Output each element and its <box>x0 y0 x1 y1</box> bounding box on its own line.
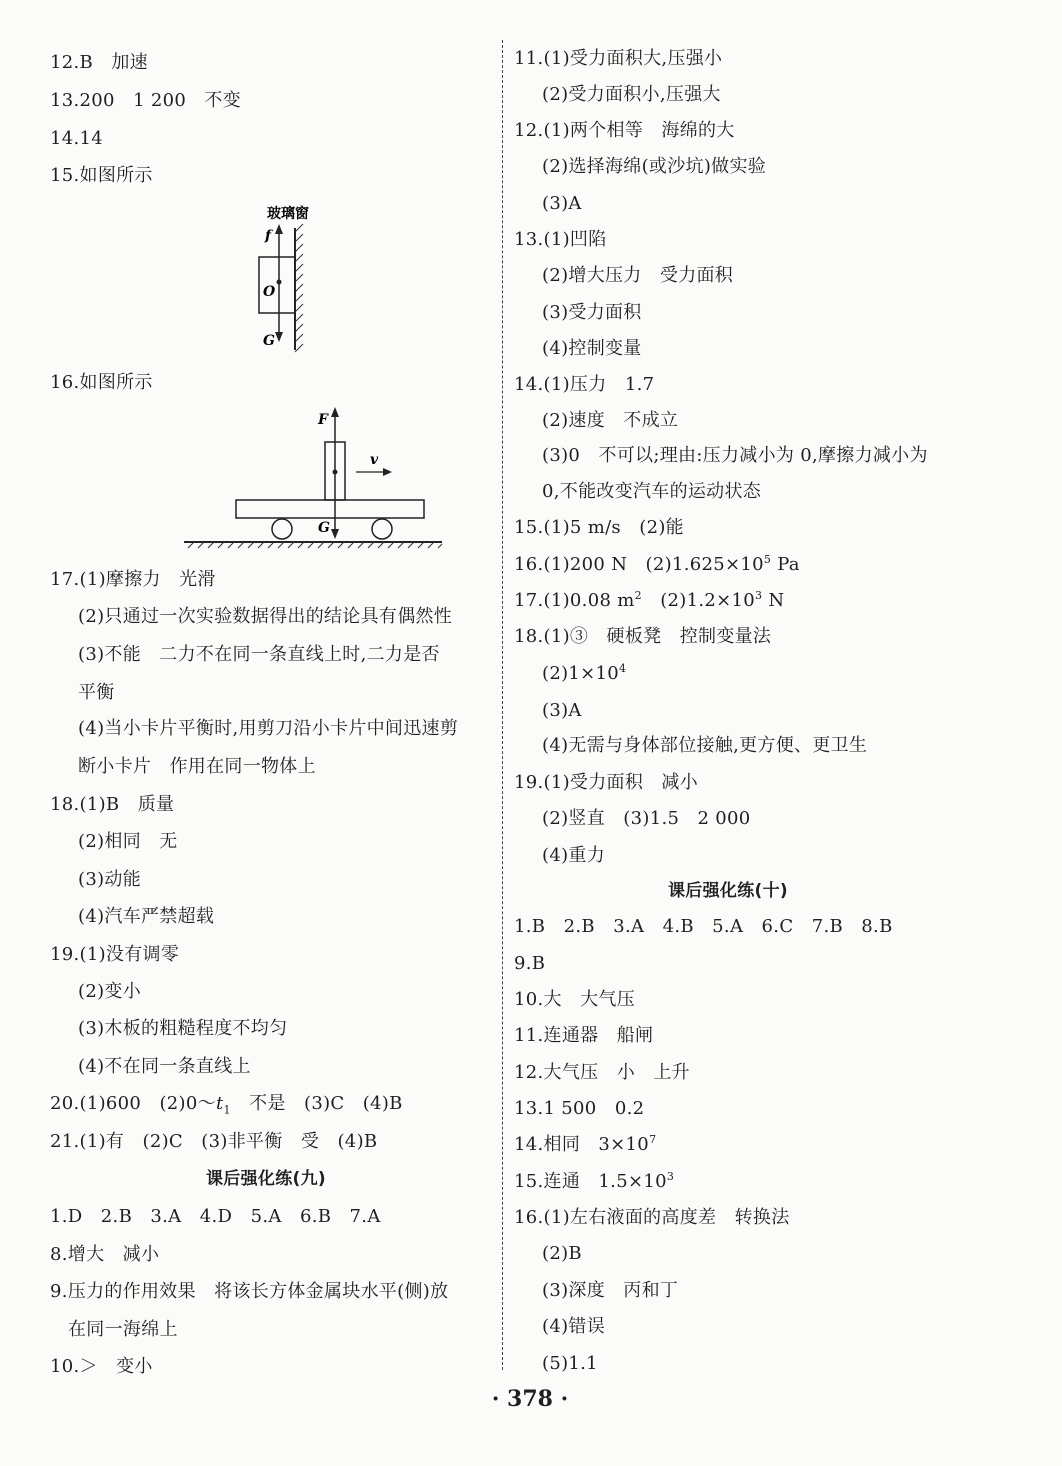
answer-line: 10.大 大气压 <box>514 989 636 1010</box>
velocity-v-label: v <box>370 452 379 468</box>
answer-line: (4)当小卡片平衡时,用剪刀沿小卡片中间迅速剪 <box>78 718 459 739</box>
answer-line: (3)0 不可以;理由:压力减小为 0,摩擦力减小为 <box>542 445 928 466</box>
answer-line: 12.大气压 小 上升 <box>514 1062 690 1083</box>
answer-line: 9.B <box>514 953 546 974</box>
answer-line: (2)只通过一次实验数据得出的结论具有偶然性 <box>78 606 453 627</box>
force-g-label: G <box>263 333 275 349</box>
answer-line: 平衡 <box>78 682 115 703</box>
answer-line: 16.(1)200 N $(2)1.625\times 10^5$ Pa <box>514 553 800 575</box>
answer-line: (2)增大压力 受力面积 <box>542 265 734 286</box>
page-number: · 378 · <box>491 1386 569 1412</box>
answer-line: (4)错误 <box>542 1316 605 1337</box>
answer-line: 17.(1)0.08 $m^2$ $(2)1.2\times 10^3$ N <box>514 589 785 611</box>
answer-line: 17.(1)摩擦力 光滑 <box>50 569 216 590</box>
answer-line: (3)深度 丙和丁 <box>542 1280 679 1301</box>
answer-line: (3)木板的粗糙程度不均匀 <box>78 1018 288 1039</box>
answer-line: 14.14 <box>50 128 104 149</box>
answer-line: 15.连通 $1.5\times 10^3$ <box>514 1170 675 1192</box>
answer-line: 21.(1)有 (2)C (3)非平衡 受 (4)B <box>50 1131 378 1152</box>
answer-line: 1.B 2.B 3.A 4.B 5.A 6.C 7.B 8.B <box>514 916 893 937</box>
answer-line: (3)A <box>542 700 582 721</box>
answer-line: 在同一海绵上 <box>68 1319 178 1340</box>
answer-line: 9.压力的作用效果 将该长方体金属块水平(侧)放 <box>50 1281 449 1302</box>
cart-wheel <box>272 519 292 539</box>
answer-line: 14.(1)压力 1.7 <box>514 374 655 395</box>
section-heading: 课后强化练(九) <box>206 1169 326 1189</box>
figure-15-title: 玻璃窗 <box>267 206 309 222</box>
answer-line: 10.＞ 变小 <box>50 1356 153 1377</box>
answer-line: (4)不在同一条直线上 <box>78 1056 251 1077</box>
answer-line: 12.(1)两个相等 海绵的大 <box>514 120 735 141</box>
answer-line: 12.B 加速 <box>50 52 148 73</box>
answer-line: (2)变小 <box>78 981 141 1002</box>
answer-line: (3)受力面积 <box>542 302 642 323</box>
answer-line: (2)速度 不成立 <box>542 410 679 431</box>
column-divider <box>502 40 503 1370</box>
answer-line: (3)A <box>542 193 582 214</box>
answer-line: (5)1.1 <box>542 1353 598 1374</box>
answer-line: (4)汽车严禁超载 <box>78 906 215 927</box>
answer-line: (4)重力 <box>542 845 605 866</box>
cart-board <box>236 500 424 518</box>
answer-line: 8.增大 减小 <box>50 1244 160 1265</box>
answer-line: 13.(1)凹陷 <box>514 229 607 250</box>
point-o-label: O <box>263 284 276 300</box>
answer-line: 1.D 2.B 3.A 4.D 5.A 6.B 7.A <box>50 1206 381 1227</box>
answer-line: 11.连通器 船闸 <box>514 1025 654 1046</box>
answer-line: 11.(1)受力面积大,压强小 <box>514 48 723 69</box>
answer-line: 18.(1)③ 硬板凳 控制变量法 <box>514 626 772 647</box>
answer-line: 20.(1)600 $(2)0\sim t_1$ 不是 (3)C (4)B <box>50 1093 403 1117</box>
answer-line: 15.如图所示 <box>50 165 153 186</box>
answer-line: (2)相同 无 <box>78 831 178 852</box>
answer-line: (3)不能 二力不在同一条直线上时,二力是否 <box>78 644 440 665</box>
answer-line: $(2)1\times 10^4$ <box>542 662 627 684</box>
answer-line: 19.(1)没有调零 <box>50 944 180 965</box>
force-G-label: G <box>318 520 330 536</box>
answer-line: 0,不能改变汽车的运动状态 <box>542 481 762 502</box>
answer-line: (2)受力面积小,压强大 <box>542 84 721 105</box>
answer-line: 断小卡片 作用在同一物体上 <box>78 756 316 777</box>
answer-line: 13.1 500 0.2 <box>514 1098 645 1119</box>
figure-16-cart-diagram <box>184 402 444 552</box>
answer-line: 13.200 1 200 不变 <box>50 90 242 111</box>
answer-line: 16.如图所示 <box>50 372 153 393</box>
answer-line: 14.相同 $3\times 10^7$ <box>514 1133 657 1155</box>
answer-line: (4)控制变量 <box>542 338 642 359</box>
answer-line: 16.(1)左右液面的高度差 转换法 <box>514 1207 790 1228</box>
answer-line: 15.(1)5 m/s (2)能 <box>514 517 684 538</box>
section-heading: 课后强化练(十) <box>668 881 788 901</box>
force-F-label: F <box>318 412 328 428</box>
cart-wheel <box>372 519 392 539</box>
answer-line: (4)无需与身体部位接触,更方便、更卫生 <box>542 735 868 756</box>
force-f-label: f <box>265 228 272 244</box>
figure-15-window-diagram <box>255 200 375 360</box>
answer-line: (2)选择海绵(或沙坑)做实验 <box>542 156 767 177</box>
answer-line: (2)竖直 (3)1.5 2 000 <box>542 808 751 829</box>
answer-line: 18.(1)B 质量 <box>50 794 175 815</box>
answer-line: (3)动能 <box>78 869 141 890</box>
answer-line: (2)B <box>542 1243 582 1264</box>
answer-line: 19.(1)受力面积 减小 <box>514 772 699 793</box>
